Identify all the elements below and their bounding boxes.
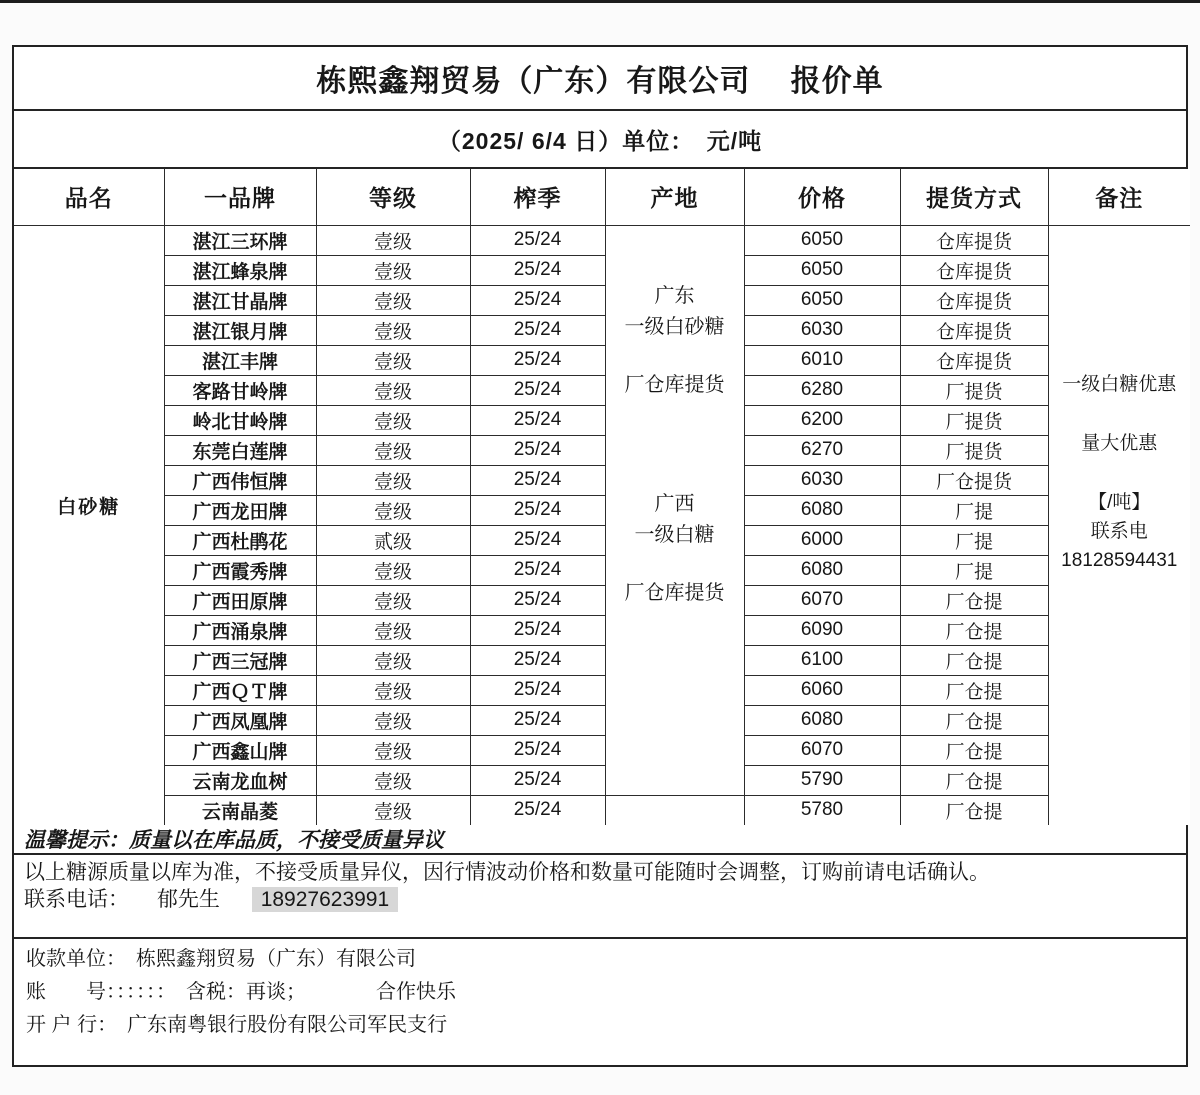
- brand-cell: 广西霞秀牌: [164, 555, 316, 585]
- season-cell: 25/24: [470, 585, 605, 615]
- header-remark: 备注: [1048, 169, 1190, 225]
- grade-cell: 贰级: [316, 525, 470, 555]
- header-row: [14, 169, 1190, 225]
- grade-cell: 壹级: [316, 795, 470, 825]
- brand-cell: 广西杜鹃花: [164, 525, 316, 555]
- spacer: [606, 343, 744, 370]
- price-cell: 6050: [744, 225, 900, 255]
- brand-cell: 湛江甘晶牌: [164, 285, 316, 315]
- season-cell: 25/24: [470, 795, 605, 825]
- pickup-cell: 厂仓提: [900, 765, 1048, 795]
- table-row: [14, 765, 1190, 795]
- table-row: [14, 375, 1190, 405]
- season-cell: 25/24: [470, 435, 605, 465]
- pickup-cell: 厂提: [900, 555, 1048, 585]
- season-cell: 25/24: [470, 765, 605, 795]
- price-cell: 6070: [744, 585, 900, 615]
- origin-line: 厂仓库提货: [624, 581, 725, 604]
- header-grade: 等级: [316, 169, 470, 225]
- table-row: [14, 525, 1190, 555]
- table-row: [14, 795, 1190, 825]
- pickup-cell: 厂仓提: [900, 705, 1048, 735]
- table-row: [14, 705, 1190, 735]
- grade-cell: 壹级: [316, 735, 470, 765]
- table-row: [14, 315, 1190, 345]
- pickup-cell: 仓库提货: [900, 285, 1048, 315]
- grade-cell: 壹级: [316, 435, 470, 465]
- product-name-cell: [14, 225, 164, 825]
- date-and-unit: （2025/ 6/4 日）单位： 元/吨: [14, 111, 1186, 169]
- price-cell: 6070: [744, 735, 900, 765]
- pickup-cell: 厂仓提: [900, 735, 1048, 765]
- screenshot-top-edge: [0, 0, 1200, 3]
- contact-phone: 18927623991: [252, 887, 398, 912]
- season-cell: 25/24: [470, 285, 605, 315]
- table-row: [14, 345, 1190, 375]
- price-cell: 6060: [744, 675, 900, 705]
- season-cell: 25/24: [470, 705, 605, 735]
- price-cell: 6050: [744, 255, 900, 285]
- pickup-cell: 厂仓提: [900, 795, 1048, 825]
- price-cell: 6030: [744, 465, 900, 495]
- remark-cell: [1048, 225, 1190, 825]
- season-cell: 25/24: [470, 345, 605, 375]
- table-row: [14, 615, 1190, 645]
- season-cell: 25/24: [470, 735, 605, 765]
- origin-line: 广西: [654, 492, 695, 515]
- origin-line: 一级白糖: [634, 523, 715, 546]
- remark-line: 【/吨】: [1088, 491, 1151, 513]
- brand-cell: 广西伟恒牌: [164, 465, 316, 495]
- brand-cell: 湛江丰牌: [164, 345, 316, 375]
- header-pickup: 提货方式: [900, 169, 1048, 225]
- grade-cell: 壹级: [316, 405, 470, 435]
- brand-cell: 云南龙血树: [164, 765, 316, 795]
- brand-cell: 广西涌泉牌: [164, 615, 316, 645]
- season-cell: 25/24: [470, 645, 605, 675]
- table-row: [14, 225, 1190, 255]
- season-cell: 25/24: [470, 375, 605, 405]
- price-cell: 6030: [744, 315, 900, 345]
- pickup-cell: 仓库提货: [900, 225, 1048, 255]
- header-brand: 一品牌: [164, 169, 316, 225]
- spacer: [1049, 399, 1191, 429]
- pickup-cell: 厂仓提: [900, 675, 1048, 705]
- price-cell: 5790: [744, 765, 900, 795]
- spacer: [606, 401, 744, 489]
- table-row: [14, 495, 1190, 525]
- season-cell: 25/24: [470, 525, 605, 555]
- contact-line: [24, 886, 1176, 913]
- grade-cell: 壹级: [316, 645, 470, 675]
- grade-cell: 壹级: [316, 255, 470, 285]
- season-cell: 25/24: [470, 555, 605, 585]
- price-cell: 6280: [744, 375, 900, 405]
- origin-line: 广东: [654, 284, 695, 307]
- table-row: [14, 435, 1190, 465]
- grade-cell: 壹级: [316, 615, 470, 645]
- remark-line: 18128594431: [1061, 549, 1178, 571]
- pickup-cell: 仓库提货: [900, 315, 1048, 345]
- pickup-cell: 厂仓提: [900, 645, 1048, 675]
- remark-line: 一级白糖优惠: [1062, 373, 1177, 395]
- brand-cell: 广西ＱＴ牌: [164, 675, 316, 705]
- remark-line: 联系电: [1090, 520, 1148, 542]
- brand-cell: 云南晶菱: [164, 795, 316, 825]
- brand-cell: 岭北甘岭牌: [164, 405, 316, 435]
- origin-line: 厂仓库提货: [624, 373, 725, 396]
- grade-cell: 壹级: [316, 345, 470, 375]
- price-cell: 6050: [744, 285, 900, 315]
- brand-cell: 湛江蜂泉牌: [164, 255, 316, 285]
- pickup-cell: 厂仓提: [900, 615, 1048, 645]
- spacer: [606, 551, 744, 578]
- season-cell: 25/24: [470, 495, 605, 525]
- pickup-cell: 厂提货: [900, 375, 1048, 405]
- brand-cell: 广西龙田牌: [164, 495, 316, 525]
- price-cell: 5780: [744, 795, 900, 825]
- brand-cell: 客路甘岭牌: [164, 375, 316, 405]
- season-cell: 25/24: [470, 675, 605, 705]
- bank-info-box: [14, 939, 1186, 1065]
- pickup-cell: 厂仓提货: [900, 465, 1048, 495]
- brand-cell: 广西鑫山牌: [164, 735, 316, 765]
- grade-cell: 壹级: [316, 585, 470, 615]
- brand-cell: 广西田原牌: [164, 585, 316, 615]
- season-cell: 25/24: [470, 225, 605, 255]
- origin-empty-cell: [605, 795, 744, 825]
- table-row: [14, 285, 1190, 315]
- notice-box: [14, 855, 1186, 939]
- table-row: [14, 405, 1190, 435]
- table-row: [14, 645, 1190, 675]
- product-name-text: 白砂糖: [57, 496, 121, 518]
- price-table-body: [14, 225, 1190, 825]
- season-cell: 25/24: [470, 255, 605, 285]
- brand-cell: 广西三冠牌: [164, 645, 316, 675]
- grade-cell: 壹级: [316, 705, 470, 735]
- warm-tip: 温馨提示：质量以在库品质，不接受质量异议: [14, 825, 1186, 855]
- table-row: [14, 555, 1190, 585]
- price-table: [14, 169, 1190, 825]
- price-cell: 6090: [744, 615, 900, 645]
- season-cell: 25/24: [470, 615, 605, 645]
- grade-cell: 壹级: [316, 375, 470, 405]
- bank-branch-line: 开 户 行： 广东南粤银行股份有限公司军民支行: [26, 1014, 448, 1036]
- header-price: 价格: [744, 169, 900, 225]
- pickup-cell: 仓库提货: [900, 345, 1048, 375]
- table-row: [14, 585, 1190, 615]
- pickup-cell: 厂仓提: [900, 585, 1048, 615]
- pickup-cell: 仓库提货: [900, 255, 1048, 285]
- price-cell: 6000: [744, 525, 900, 555]
- brand-cell: 湛江三环牌: [164, 225, 316, 255]
- season-cell: 25/24: [470, 405, 605, 435]
- season-cell: 25/24: [470, 315, 605, 345]
- remark-line: 量大优惠: [1081, 432, 1158, 454]
- grade-cell: 壹级: [316, 465, 470, 495]
- grade-cell: 壹级: [316, 765, 470, 795]
- spacer: [1049, 458, 1191, 488]
- origin-cell: [605, 225, 744, 795]
- pickup-cell: 厂提货: [900, 435, 1048, 465]
- price-cell: 6080: [744, 495, 900, 525]
- brand-cell: 湛江银月牌: [164, 315, 316, 345]
- table-row: [14, 735, 1190, 765]
- quotation-sheet: [12, 45, 1188, 1067]
- grade-cell: 壹级: [316, 315, 470, 345]
- brand-cell: 东莞白莲牌: [164, 435, 316, 465]
- season-cell: 25/24: [470, 465, 605, 495]
- grade-cell: 壹级: [316, 495, 470, 525]
- contact-name: 郁先生: [156, 888, 220, 911]
- price-cell: 6200: [744, 405, 900, 435]
- header-season: 榨季: [470, 169, 605, 225]
- page-title: 栋熙鑫翔贸易（广东）有限公司 报价单: [14, 47, 1186, 111]
- payee-line: 收款单位： 栋熙鑫翔贸易（广东）有限公司: [26, 948, 416, 970]
- notice-text: 以上糖源质量以库为准，不接受质量异仪，因行情波动价格和数量可能随时会调整，订购前请电话确认。: [24, 861, 990, 884]
- header-product: 品名: [14, 169, 164, 225]
- account-line: 账 号：：：：：： 含税：再谈； 合作快乐: [26, 981, 456, 1003]
- brand-cell: 广西凤凰牌: [164, 705, 316, 735]
- remark-block: [1049, 226, 1191, 575]
- price-cell: 6270: [744, 435, 900, 465]
- header-origin: 产地: [605, 169, 744, 225]
- table-row: [14, 465, 1190, 495]
- grade-cell: 壹级: [316, 285, 470, 315]
- pickup-cell: 厂提: [900, 495, 1048, 525]
- price-cell: 6100: [744, 645, 900, 675]
- price-cell: 6010: [744, 345, 900, 375]
- table-row: [14, 255, 1190, 285]
- price-cell: 6080: [744, 555, 900, 585]
- table-row: [14, 675, 1190, 705]
- pickup-cell: 厂提货: [900, 405, 1048, 435]
- grade-cell: 壹级: [316, 555, 470, 585]
- contact-label: 联系电话：: [24, 888, 129, 911]
- price-cell: 6080: [744, 705, 900, 735]
- grade-cell: 壹级: [316, 675, 470, 705]
- pickup-cell: 厂提: [900, 525, 1048, 555]
- origin-block: [606, 226, 744, 609]
- origin-line: 一级白砂糖: [624, 315, 725, 338]
- grade-cell: 壹级: [316, 225, 470, 255]
